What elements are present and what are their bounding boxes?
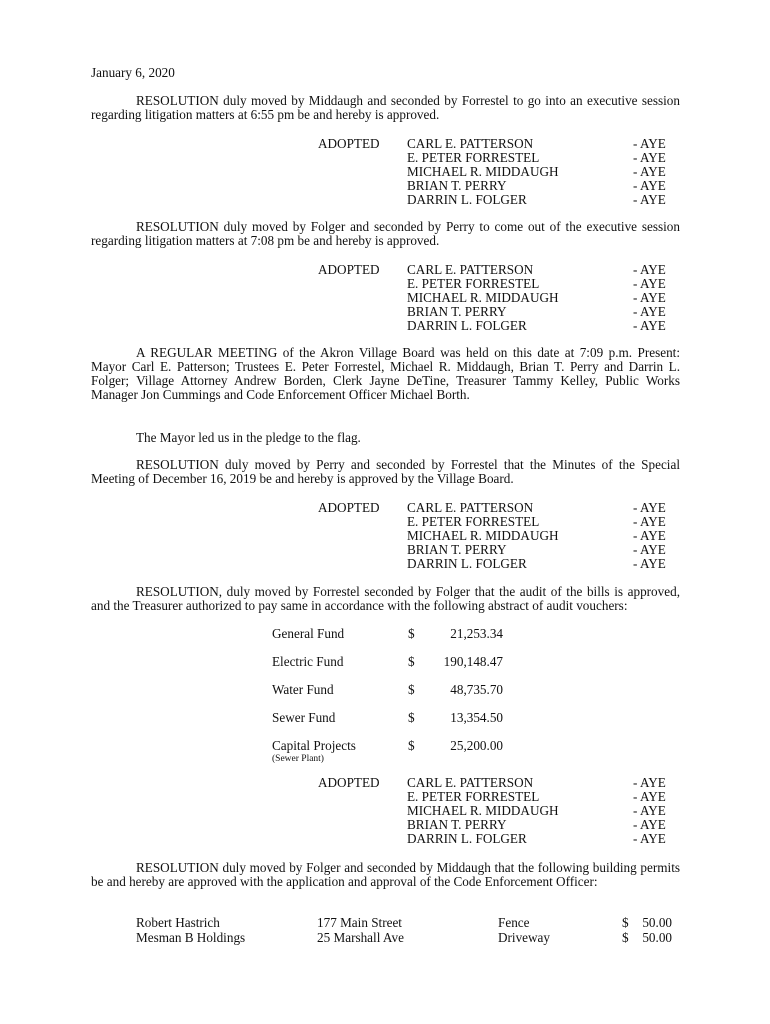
fund-currency: $ <box>408 682 415 697</box>
voter-name: E. PETER FORRESTEL <box>407 276 540 291</box>
aye-vote: - AYE <box>633 150 666 165</box>
fund-currency: $ <box>408 738 415 753</box>
voter-name: CARL E. PATTERSON <box>407 262 534 277</box>
aye-vote: - AYE <box>633 500 666 515</box>
voter-name: E. PETER FORRESTEL <box>407 150 540 165</box>
fund-amount: 190,148.47 <box>443 654 503 669</box>
permit-address: 177 Main Street <box>317 915 402 930</box>
voter-name: MICHAEL R. MIDDAUGH <box>407 290 559 305</box>
aye-vote: - AYE <box>633 514 666 529</box>
fund-amount: 13,354.50 <box>450 710 503 725</box>
vote-names <box>407 137 559 207</box>
fund-row <box>0 711 770 727</box>
permit-currency: $ <box>622 915 629 930</box>
fund-subnote: (Sewer Plant) <box>272 754 324 764</box>
voter-name: MICHAEL R. MIDDAUGH <box>407 528 559 543</box>
resolution-executive-session-exit: RESOLUTION duly moved by Folger and seconded by Perry to come out of the executive session regarding litigation matters at 7:08 pm be and hereby is approved. <box>91 219 680 248</box>
aye-vote: - AYE <box>633 803 666 818</box>
voter-name: CARL E. PATTERSON <box>407 500 534 515</box>
resolution-minutes-approval: RESOLUTION duly moved by Perry and seconded by Forrestel that the Minutes of the Special Meeting of December 16, 2019 be and hereby is approved by the Village Board. <box>91 457 680 486</box>
vote-ayes <box>633 137 666 207</box>
resolution-building-permits: RESOLUTION duly moved by Folger and seconded by Middaugh that the following building permits be and hereby are approved with the application and approval of the Code Enforcement Officer: <box>91 860 680 889</box>
fund-name: Water Fund <box>272 682 334 697</box>
fund-row <box>0 683 770 699</box>
adopted-label: ADOPTED <box>318 136 380 151</box>
vote-block-3 <box>0 501 770 571</box>
aye-vote: - AYE <box>633 178 666 193</box>
adopted-label: ADOPTED <box>318 262 380 277</box>
aye-vote: - AYE <box>633 318 666 333</box>
fund-currency: $ <box>408 654 415 669</box>
voter-name: BRIAN T. PERRY <box>407 542 507 557</box>
voter-name: MICHAEL R. MIDDAUGH <box>407 803 559 818</box>
vote-block-4 <box>0 776 770 846</box>
fund-name: Sewer Fund <box>272 710 336 725</box>
resolution-executive-session-enter: RESOLUTION duly moved by Middaugh and seconded by Forrestel to go into an executive session regarding litigation matters at 6:55 pm be and hereby is approved. <box>91 93 680 122</box>
aye-vote: - AYE <box>633 290 666 305</box>
fund-currency: $ <box>408 626 415 641</box>
permit-applicant: Robert Hastrich <box>136 915 220 930</box>
vote-block-1 <box>0 137 770 207</box>
aye-vote: - AYE <box>633 304 666 319</box>
permit-applicant: Mesman B Holdings <box>136 930 246 945</box>
vote-names <box>407 263 559 333</box>
voter-name: CARL E. PATTERSON <box>407 136 534 151</box>
fund-name: General Fund <box>272 626 345 641</box>
vote-block-2 <box>0 263 770 333</box>
fund-row <box>0 627 770 643</box>
voter-name: E. PETER FORRESTEL <box>407 514 540 529</box>
adopted-label: ADOPTED <box>318 775 380 790</box>
voter-name: DARRIN L. FOLGER <box>407 556 527 571</box>
voter-name: CARL E. PATTERSON <box>407 775 534 790</box>
voter-name: MICHAEL R. MIDDAUGH <box>407 164 559 179</box>
voter-name: DARRIN L. FOLGER <box>407 192 527 207</box>
aye-vote: - AYE <box>633 164 666 179</box>
permit-fee: 50.00 <box>642 930 672 945</box>
aye-vote: - AYE <box>633 192 666 207</box>
resolution-audit-of-bills: RESOLUTION, duly moved by Forrestel seconded by Folger that the audit of the bills is approved, and the Treasurer authorized to pay same in accordance with the following abstract of audit vouchers: <box>91 584 680 613</box>
vote-ayes <box>633 776 666 846</box>
aye-vote: - AYE <box>633 262 666 277</box>
fund-amount: 21,253.34 <box>450 626 503 641</box>
permit-currency: $ <box>622 930 629 945</box>
vote-names <box>407 501 559 571</box>
voter-name: E. PETER FORRESTEL <box>407 789 540 804</box>
aye-vote: - AYE <box>633 831 666 846</box>
permit-address: 25 Marshall Ave <box>317 930 404 945</box>
fund-currency: $ <box>408 710 415 725</box>
aye-vote: - AYE <box>633 775 666 790</box>
aye-vote: - AYE <box>633 542 666 557</box>
fund-row <box>0 739 770 755</box>
pledge-statement: The Mayor led us in the pledge to the flag. <box>136 430 361 445</box>
fund-amount: 48,735.70 <box>450 682 503 697</box>
aye-vote: - AYE <box>633 528 666 543</box>
fund-name: Electric Fund <box>272 654 344 669</box>
voter-name: BRIAN T. PERRY <box>407 304 507 319</box>
permit-row <box>0 931 770 947</box>
aye-vote: - AYE <box>633 556 666 571</box>
permit-type: Fence <box>498 915 530 930</box>
aye-vote: - AYE <box>633 276 666 291</box>
fund-row <box>0 655 770 671</box>
aye-vote: - AYE <box>633 136 666 151</box>
voter-name: DARRIN L. FOLGER <box>407 318 527 333</box>
aye-vote: - AYE <box>633 789 666 804</box>
voter-name: BRIAN T. PERRY <box>407 178 507 193</box>
adopted-label: ADOPTED <box>318 500 380 515</box>
permit-fee: 50.00 <box>642 915 672 930</box>
aye-vote: - AYE <box>633 817 666 832</box>
vote-ayes <box>633 263 666 333</box>
permit-type: Driveway <box>498 930 550 945</box>
regular-meeting-attendance: A REGULAR MEETING of the Akron Village Board was held on this date at 7:09 p.m. Present: Mayor Carl E. Patterson; Trustees E. Peter Forrestel, Michael R. Middaugh, Brian T. Perry and Darrin L. Folger; Village Attorney Andrew Borden, Clerk Jayne DeTine, Treasurer Tammy Kelley, Public Works Manager Jon Cummings and Code Enforcement Officer Michael Borth. <box>91 345 680 402</box>
vote-ayes <box>633 501 666 571</box>
voter-name: DARRIN L. FOLGER <box>407 831 527 846</box>
voter-name: BRIAN T. PERRY <box>407 817 507 832</box>
fund-amount: 25,200.00 <box>450 738 503 753</box>
meeting-date: January 6, 2020 <box>91 65 175 80</box>
vote-names <box>407 776 559 846</box>
fund-name: Capital Projects <box>272 738 356 753</box>
